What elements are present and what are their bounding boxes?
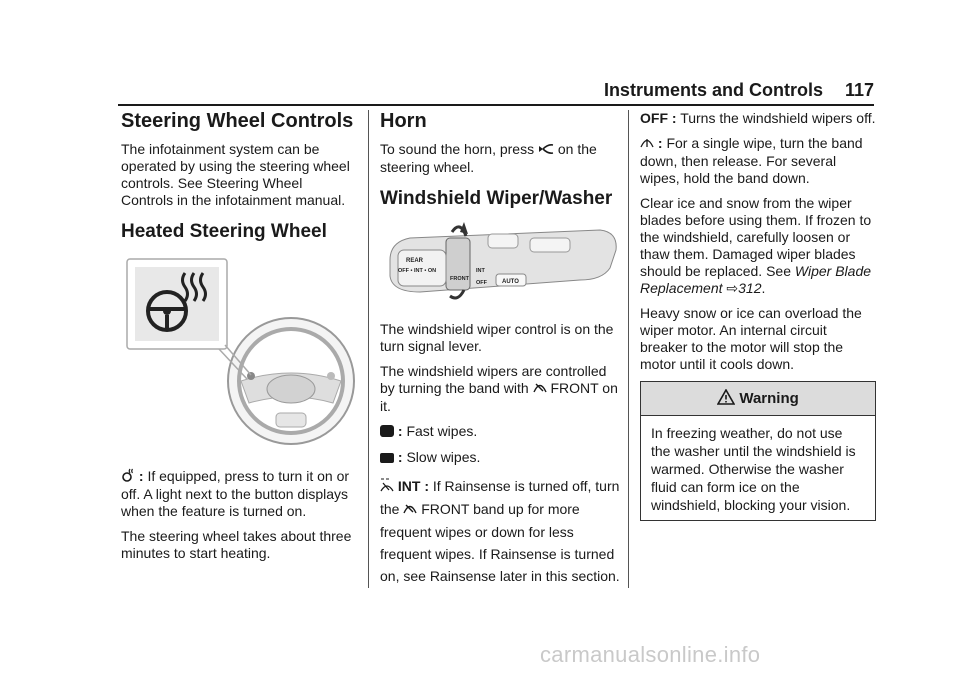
heading-windshield-wiper-washer: Windshield Wiper/Washer [380, 187, 613, 209]
fast-wipe-icon [380, 424, 394, 441]
slow-wipe-icon [380, 450, 394, 467]
heated-wheel-illustration [121, 253, 357, 454]
lever-label-front: FRONT [450, 275, 469, 282]
lever-label-int: INT [476, 267, 485, 274]
warning-icon [717, 389, 735, 409]
horn-text-b: on the steering wheel. [380, 141, 597, 175]
int-label: INT : [397, 477, 429, 494]
paragraph-heavy-snow: Heavy snow or ice can overload the wiper motor. An internal circuit breaker to the motor will stop the motor until it cools down. [640, 305, 862, 373]
warning-body: In freezing weather, do not use the washer until the windshield is warmed. Otherwise the washer fluid can form ice on the windshield, blocking your vision. [651, 425, 856, 514]
watermark: carmanualsonline.info [540, 642, 761, 667]
warning-box [640, 381, 876, 521]
single-colon: : [657, 135, 663, 151]
heading-steering-wheel-controls: Steering Wheel Controls [121, 110, 354, 132]
lever-label-auto: AUTO [502, 278, 519, 285]
paragraph-off [640, 110, 876, 127]
horn-text-a: To sound the horn, press [380, 141, 535, 157]
header-rule [118, 104, 874, 106]
column-2 [380, 110, 620, 595]
off-label: OFF : [640, 110, 677, 126]
wiper-blade-replacement-link[interactable]: Wiper Blade Replacement [640, 263, 872, 297]
heading-heated-steering-wheel: Heated Steering Wheel [121, 221, 327, 242]
turning-text-b: FRONT on it. [380, 379, 618, 415]
lever-label-off: OFF [476, 279, 487, 286]
paragraph-fast [380, 423, 620, 441]
section-title: Instruments and Controls [603, 80, 823, 100]
ice-end: . [761, 280, 766, 297]
lever-label-rear: REAR [406, 257, 424, 264]
fast-text: Fast wipes. [406, 423, 478, 440]
column-divider-2 [628, 110, 629, 588]
column-3 [640, 110, 876, 521]
column-divider-1 [368, 110, 369, 588]
column-1 [121, 110, 357, 570]
turning-text-a: The windshield wipers are controlled by turning the band with [380, 362, 607, 396]
paragraph-heat-time: The steering wheel takes about three minutes to start heating. [121, 528, 352, 562]
heated-description: If equipped, press to turn it on or off. A light next to the button displays when the feature is turned on. [121, 468, 350, 520]
intermittent-wipe-icon [380, 476, 394, 498]
page-number: 117 [844, 80, 874, 100]
int-text-a: If Rainsense is turned off, turn the [380, 477, 620, 517]
wiper-lever-illustration [380, 220, 620, 307]
paragraph-slow [380, 449, 620, 467]
page-ref-icon: ⇨ [726, 280, 739, 297]
paragraph-wiper-location: The windshield wiper control is on the turn signal lever. [380, 320, 614, 354]
paragraph-int [380, 475, 620, 588]
heated-colon: : [138, 468, 144, 484]
heading-horn: Horn [380, 110, 427, 132]
page-header [604, 80, 874, 101]
paragraph-ice [640, 195, 876, 297]
paragraph-heated-button [121, 468, 357, 520]
front-wiper-icon [533, 380, 547, 398]
paragraph-swc: The infotainment system can be operated by using the steering wheel controls. See Steering Wheel Controls in the infotainment manual. [121, 141, 350, 208]
heated-wheel-icon [121, 468, 135, 486]
paragraph-wiper-turning [380, 363, 620, 415]
slow-text: Slow wipes. [406, 448, 481, 465]
warning-title: Warning [739, 390, 799, 408]
int-text-b: FRONT band up for more frequent wipes or down for less frequent wipes. If Rainsense is turned on, see Rainsense later in this section. [380, 500, 620, 585]
front-wiper-icon-2 [403, 499, 417, 521]
paragraph-horn [380, 141, 620, 176]
paragraph-single-wipe [640, 135, 876, 187]
single-text: For a single wipe, turn the band down, then release. For several wipes, hold the band down. [640, 135, 863, 187]
off-text: Turns the windshield wipers off. [680, 110, 876, 126]
mist-wipe-icon [640, 135, 654, 153]
fast-colon: : [397, 423, 403, 440]
horn-icon [538, 142, 554, 159]
slow-colon: : [397, 448, 403, 465]
lever-label-off-int-on: OFF • INT • ON [398, 267, 437, 274]
ice-text: Clear ice and snow from the wiper blades before using them. If frozen to the windshield, carefully loosen or thaw them. Damaged wiper blades should be replaced. See [640, 195, 872, 280]
ice-page-ref: 312 [738, 280, 762, 297]
warning-header [641, 382, 875, 416]
